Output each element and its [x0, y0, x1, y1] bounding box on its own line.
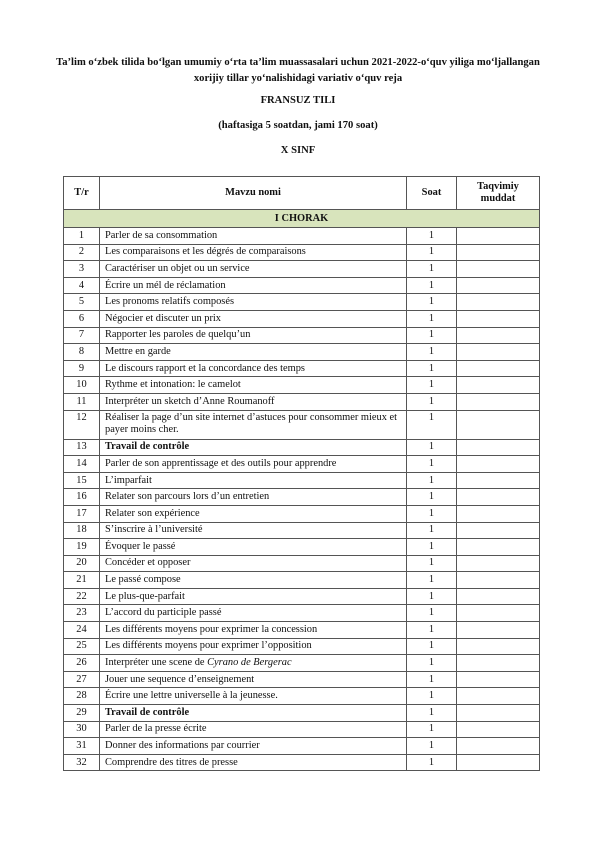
column-header-topic: Mavzu nomi	[100, 177, 407, 210]
row-number: 32	[64, 754, 100, 771]
curriculum-table	[63, 176, 540, 771]
row-date	[457, 310, 540, 327]
row-number: 15	[64, 472, 100, 489]
table-row	[64, 721, 540, 738]
row-hours: 1	[407, 638, 457, 655]
row-hours: 1	[407, 244, 457, 261]
row-number: 2	[64, 244, 100, 261]
row-number: 7	[64, 327, 100, 344]
row-number: 26	[64, 655, 100, 672]
row-topic: Écrire une lettre universelle à la jeunesse.	[100, 688, 407, 705]
row-date	[457, 456, 540, 473]
row-date	[457, 360, 540, 377]
row-number: 20	[64, 555, 100, 572]
row-number: 31	[64, 738, 100, 755]
row-hours: 1	[407, 671, 457, 688]
table-row	[64, 622, 540, 639]
table-row	[64, 456, 540, 473]
row-number: 1	[64, 228, 100, 245]
row-date	[457, 588, 540, 605]
column-header-hours: Soat	[407, 177, 457, 210]
table-row	[64, 572, 540, 589]
hours-subtitle: (haftasiga 5 soatdan, jami 170 soat)	[218, 120, 378, 131]
row-number: 11	[64, 393, 100, 410]
table-row	[64, 688, 540, 705]
table-row	[64, 522, 540, 539]
row-number: 8	[64, 344, 100, 361]
row-topic: Interpréter un sketch d’Anne Roumanoff	[100, 393, 407, 410]
table-row	[64, 754, 540, 771]
table-row	[64, 393, 540, 410]
row-topic: Les différents moyens pour exprimer l’opposition	[100, 638, 407, 655]
row-hours: 1	[407, 393, 457, 410]
row-topic: Relater son expérience	[100, 505, 407, 522]
row-number: 29	[64, 705, 100, 722]
table-row	[64, 277, 540, 294]
table-row	[64, 310, 540, 327]
row-hours: 1	[407, 489, 457, 506]
row-date	[457, 539, 540, 556]
row-topic: S’inscrire à l’université	[100, 522, 407, 539]
row-date	[457, 277, 540, 294]
row-number: 5	[64, 294, 100, 311]
row-hours: 1	[407, 738, 457, 755]
row-date	[457, 671, 540, 688]
row-date	[457, 738, 540, 755]
row-topic: L’imparfait	[100, 472, 407, 489]
row-topic: Comprendre des titres de presse	[100, 754, 407, 771]
row-number: 22	[64, 588, 100, 605]
table-row	[64, 638, 540, 655]
row-number: 18	[64, 522, 100, 539]
class-heading: X SINF	[280, 145, 316, 156]
row-number: 12	[64, 410, 100, 439]
row-topic: L’accord du participle passé	[100, 605, 407, 622]
row-topic: Les comparaisons et les dégrés de comparaisons	[100, 244, 407, 261]
row-number: 6	[64, 310, 100, 327]
table-row	[64, 671, 540, 688]
row-hours: 1	[407, 344, 457, 361]
row-date	[457, 393, 540, 410]
row-topic: Mettre en garde	[100, 344, 407, 361]
row-topic: Relater son parcours lors d’un entretien	[100, 489, 407, 506]
row-date	[457, 705, 540, 722]
column-header-date: Taqvimiy muddat	[457, 177, 540, 210]
row-hours: 1	[407, 472, 457, 489]
row-number: 24	[64, 622, 100, 639]
row-date	[457, 505, 540, 522]
row-date	[457, 638, 540, 655]
row-hours: 1	[407, 605, 457, 622]
row-number: 13	[64, 439, 100, 456]
table-row	[64, 705, 540, 722]
table-row	[64, 261, 540, 278]
table-row	[64, 244, 540, 261]
row-date	[457, 622, 540, 639]
row-hours: 1	[407, 261, 457, 278]
row-hours: 1	[407, 294, 457, 311]
row-topic: Réaliser la page d’un site internet d’astuces pour consommer mieux et payer moins cher.	[100, 410, 407, 439]
row-date	[457, 439, 540, 456]
row-number: 17	[64, 505, 100, 522]
row-number: 3	[64, 261, 100, 278]
table-row	[64, 489, 540, 506]
row-topic: Travail de contrôle	[100, 705, 407, 722]
row-date	[457, 472, 540, 489]
table-row	[64, 327, 540, 344]
row-hours: 1	[407, 655, 457, 672]
row-topic: Parler de la presse écrite	[100, 721, 407, 738]
row-topic: Les pronoms relatifs composés	[100, 294, 407, 311]
row-hours: 1	[407, 377, 457, 394]
row-hours: 1	[407, 754, 457, 771]
table-row	[64, 377, 540, 394]
row-hours: 1	[407, 505, 457, 522]
row-topic: Parler de sa consommation	[100, 228, 407, 245]
row-hours: 1	[407, 360, 457, 377]
row-topic: Caractériser un objet ou un service	[100, 261, 407, 278]
table-row	[64, 410, 540, 439]
row-date	[457, 228, 540, 245]
row-hours: 1	[407, 327, 457, 344]
row-number: 9	[64, 360, 100, 377]
row-hours: 1	[407, 705, 457, 722]
row-hours: 1	[407, 277, 457, 294]
row-hours: 1	[407, 456, 457, 473]
row-topic: Écrire un mél de réclamation	[100, 277, 407, 294]
row-hours: 1	[407, 588, 457, 605]
row-hours: 1	[407, 228, 457, 245]
row-date	[457, 344, 540, 361]
row-topic: Rythme et intonation: le camelot	[100, 377, 407, 394]
row-topic: Les différents moyens pour exprimer la concession	[100, 622, 407, 639]
row-date	[457, 688, 540, 705]
row-date	[457, 655, 540, 672]
table-row	[64, 605, 540, 622]
row-number: 4	[64, 277, 100, 294]
row-hours: 1	[407, 622, 457, 639]
document-title: Ta’lim o‘zbek tilida bo‘lgan umumiy o‘rta ta’lim muassasalari uchun 2021-2022-o‘quv yiliga mo‘ljallangan xorijiy tillar yo‘nalishidagi variativ o‘quv reja	[56, 57, 540, 84]
row-topic: Rapporter les paroles de quelqu’un	[100, 327, 407, 344]
row-date	[457, 754, 540, 771]
row-hours: 1	[407, 310, 457, 327]
row-number: 27	[64, 671, 100, 688]
row-date	[457, 572, 540, 589]
row-hours: 1	[407, 572, 457, 589]
row-number: 25	[64, 638, 100, 655]
row-topic: Le plus-que-parfait	[100, 588, 407, 605]
row-number: 21	[64, 572, 100, 589]
column-header-number: T/r	[64, 177, 100, 210]
table-row	[64, 505, 540, 522]
row-topic: Le passé compose	[100, 572, 407, 589]
row-number: 10	[64, 377, 100, 394]
row-date	[457, 721, 540, 738]
section-label: I CHORAK	[64, 210, 540, 228]
row-hours: 1	[407, 688, 457, 705]
row-hours: 1	[407, 439, 457, 456]
row-number: 23	[64, 605, 100, 622]
row-topic: Parler de son apprentissage et des outils pour apprendre	[100, 456, 407, 473]
row-hours: 1	[407, 522, 457, 539]
row-topic: Jouer une sequence d’enseignement	[100, 671, 407, 688]
table-row	[64, 228, 540, 245]
row-number: 14	[64, 456, 100, 473]
row-date	[457, 261, 540, 278]
row-number: 28	[64, 688, 100, 705]
table-row	[64, 439, 540, 456]
row-date	[457, 244, 540, 261]
row-date	[457, 377, 540, 394]
section-row	[64, 210, 540, 228]
row-topic-title: Cyrano de Bergerac	[207, 657, 292, 669]
row-topic: Donner des informations par courrier	[100, 738, 407, 755]
table-row	[64, 344, 540, 361]
table-row	[64, 655, 540, 672]
row-hours: 1	[407, 721, 457, 738]
row-topic-text: Interpréter une scene de	[105, 657, 208, 669]
row-topic: Travail de contrôle	[100, 439, 407, 456]
table-row	[64, 472, 540, 489]
table-row	[64, 539, 540, 556]
row-date	[457, 605, 540, 622]
row-date	[457, 327, 540, 344]
row-topic: Négocier et discuter un prix	[100, 310, 407, 327]
table-row	[64, 360, 540, 377]
row-topic: Évoquer le passé	[100, 539, 407, 556]
row-topic: Concéder et opposer	[100, 555, 407, 572]
row-hours: 1	[407, 539, 457, 556]
table-header-row	[64, 177, 540, 210]
row-hours: 1	[407, 410, 457, 439]
row-topic: Le discours rapport et la concordance des temps	[100, 360, 407, 377]
row-date	[457, 522, 540, 539]
row-date	[457, 555, 540, 572]
row-date	[457, 489, 540, 506]
row-date	[457, 410, 540, 439]
row-number: 19	[64, 539, 100, 556]
row-topic	[100, 655, 407, 672]
row-date	[457, 294, 540, 311]
subject-heading: FRANSUZ TILI	[260, 95, 336, 106]
row-number: 30	[64, 721, 100, 738]
table-row	[64, 294, 540, 311]
row-hours: 1	[407, 555, 457, 572]
table-row	[64, 588, 540, 605]
table-row	[64, 555, 540, 572]
table-row	[64, 738, 540, 755]
row-number: 16	[64, 489, 100, 506]
